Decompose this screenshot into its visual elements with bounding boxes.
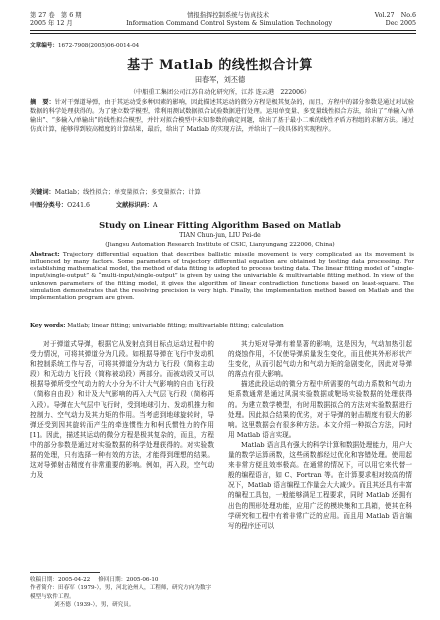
footnote-author-1: 作者简介：田春军（1979-），男，河北沧州人，工程师，研究方向为数字模型与软件工程。 (30, 585, 212, 600)
received-date-value: 2005-04-22 (57, 577, 91, 583)
keywords-english-label: Key words: (30, 323, 66, 329)
abstract-chinese-text: 针对干弹道导弹，由于其运动受多种因素的影响，因此描述其运动的微分方程是极其复杂的，而且，方程中的部分参数是通过对试验数据的科学处理获得的。为了建立数学模型，常利用测试数据拟合试验数据进行处理。运用单变量、多变量线性拟合方法，给出了“单输入/单输出”、“多输入/单输出”的线性拟合模型，并针对拟合模型中未知参数的确定问题，给出了基于最小二乘的线性矛盾方程组的求解方法。通过仿真计算，能够得到较高精度的计算结果，最后，给出了 Matlab 的实现方法，并给出了一段具体的实现程序。 (30, 99, 415, 134)
header-rule-thin (30, 33, 416, 34)
body-column-right (228, 339, 412, 531)
body-paragraph: Matlab 语言具有强大的科学计算和数据处理能力，用户大量的数学运算函数，这些函数都经过优化和容错处理。使用起来非常方便且效率极高。在通常的情况下，可以用它来代替一般的编程语言，如 C、Fortran 等。在计算要求相对较高的情况下，Matlab 语言编程工作量会大大减少。而且其还具有丰富的编程工具包，一般能够满足工程要求，同时 Matlab 还拥有出色的图形处理功能，应用广泛的模块集和工具箱，使其在科学研究和工程中有着非常广泛的应用。而且用 Matlab 语言编写的程序还可以 (228, 440, 412, 530)
keywords-chinese-label: 关键词： (30, 189, 55, 196)
abstract-chinese-label: 摘 要： (30, 99, 55, 106)
revised-date (98, 576, 158, 584)
revised-date-label: 修回日期： (98, 577, 127, 583)
body-column-left (30, 339, 214, 480)
document-code (116, 200, 158, 209)
footnote-dates (30, 576, 214, 584)
authors-english: TIAN Chun-jun, LIU Pei-de (179, 232, 261, 239)
footnote-author-2: 刘丕德（1939-），男，研究员。 (54, 602, 135, 609)
header-row-1 (30, 12, 416, 20)
classification-row (30, 200, 414, 209)
abstract-english-text: Trajectory differential equation that describes ballistic missile movement is very complicated as its movement is influenced by many factors. Some parameters of trajectory differential equation are obtained by testing data processing. For establishing mathematical model, the method of data fitting is adopted to process testing data. The linear fitting model of “single-input/single-output” & “multi-input/single-output” is given by using the univariable & multivariable fitting method. In view of the unknown parameters of the fitting model, it gives the algorithm of linear contradiction functions based on least-square. The simulation demonstrates that the resolving precision is very high. Finally, the implementation method based on Matlab and the implementation program are given. (30, 252, 414, 301)
clc-label: 中图分类号： (30, 202, 68, 209)
header-row-2 (30, 20, 416, 28)
clc-value: O241.6 (67, 202, 90, 209)
article-number-label: 文章编号： (30, 43, 58, 49)
body-paragraph: 其力矩对导弹有着显著的影响，这是因为，气动加热引起的烧蚀作用，不仅使导弹质量发生变化，而且使其外形形状产生变化，从而引起气动力和气动力矩的急剧变化，因此对导弹的落点有很大影响。 (228, 340, 412, 379)
abstract-chinese (30, 98, 414, 134)
article-number-value: 1672-7908(2005)06-0014-04 (57, 43, 140, 49)
header-date-en: Dec 2005 (385, 20, 416, 27)
title-chinese: 基于 Matlab 的线性拟合计算 (127, 58, 313, 73)
header-date-cn: 2005 年 12 月 (30, 20, 73, 27)
article-number (30, 41, 139, 49)
title-english: Study on Linear Fitting Algorithm Based on Matlab (99, 220, 341, 230)
footnotes (30, 576, 214, 610)
affiliation-english: (Jiangsu Automation Research Institute of CSIC, Lianyungang 222006, China) (105, 242, 335, 248)
journal-header (30, 12, 416, 28)
affiliation-chinese: （中船重工集团公司江苏自动化研究所，江苏 连云港 222006） (129, 89, 311, 96)
authors-chinese: 田春军，刘丕德 (194, 75, 246, 84)
revised-date-value: 2005-06-10 (126, 577, 159, 583)
keywords-chinese-text: Matlab；线性拟合；单变量拟合；多变量拟合；计算 (54, 189, 201, 196)
header-volume-en: Vol.27 No.6 (374, 12, 416, 19)
abstract-english-label: Abstract: (30, 252, 60, 258)
header-volume-cn: 第 27 卷 第 6 期 (30, 12, 82, 19)
header-rule-thick (30, 30, 416, 31)
keywords-english-text: Matlab; linear fitting; univariable fitting; multivariable fitting; calculation (67, 323, 284, 329)
body-paragraph: 描述此段运动的微分方程中所需要的气动力系数和气动力矩系数通常是通过风洞实验数据或靶场实验数据的处理获得的。为建立数学模型，有时用数据拟合的方法对实验数据进行处理。因此拟合结果的优劣，对于导弹的射击精度有很大的影响。这里数据会有很多种方法。本文介绍一种拟合方法，同时用 Matlab 语言实现。 (228, 380, 412, 439)
clc-number (30, 200, 90, 209)
keywords-english (30, 323, 414, 330)
document-code-value: A (153, 202, 158, 209)
document-code-label: 文献标识码： (115, 202, 154, 209)
received-date-label: 收稿日期： (30, 577, 58, 583)
keywords-chinese (30, 189, 414, 197)
header-journal-en: Information Command Control System & Simulation Technology (126, 20, 333, 27)
body-paragraph: 对于弹道式导弹，根据它从发射点到目标点运动过程中的受力情况，可将其弹道分为几段。如根据导弹在飞行中发动机和控制系统工作与否，可将其弹道分为动力飞行段（简称主动段）和无动力飞行段（简称被动段）两部分。而被动段又可以根据导弹所受空气动力的大小分为不计大气影响的自由飞行段（简称自由段）和计及大气影响的再入大气层飞行段（简称再入段）。导弹在大气层中飞行时，受到地球引力、发动机推力和控制力、空气动力及其力矩的作用。当考虑到地球旋转时，导弹还受到因其旋转而产生的牵连惯性力和柯氏惯性力的作用[1]。因此，描述其运动的微分方程是极其复杂的，而且，方程中的部分参数是通过对实验数据的科学处理获得的。对实验数据的处理，只有选择一种有效的方法，才能得到理想的结果。这对导弹射击精度有非常重要的影响。例如，再入段，空气动力及 (30, 340, 214, 480)
abstract-english (30, 252, 414, 302)
header-journal-cn: 情报指挥控制系统与仿真技术 (187, 12, 270, 19)
received-date (30, 576, 90, 584)
footnote-rule (30, 572, 100, 573)
